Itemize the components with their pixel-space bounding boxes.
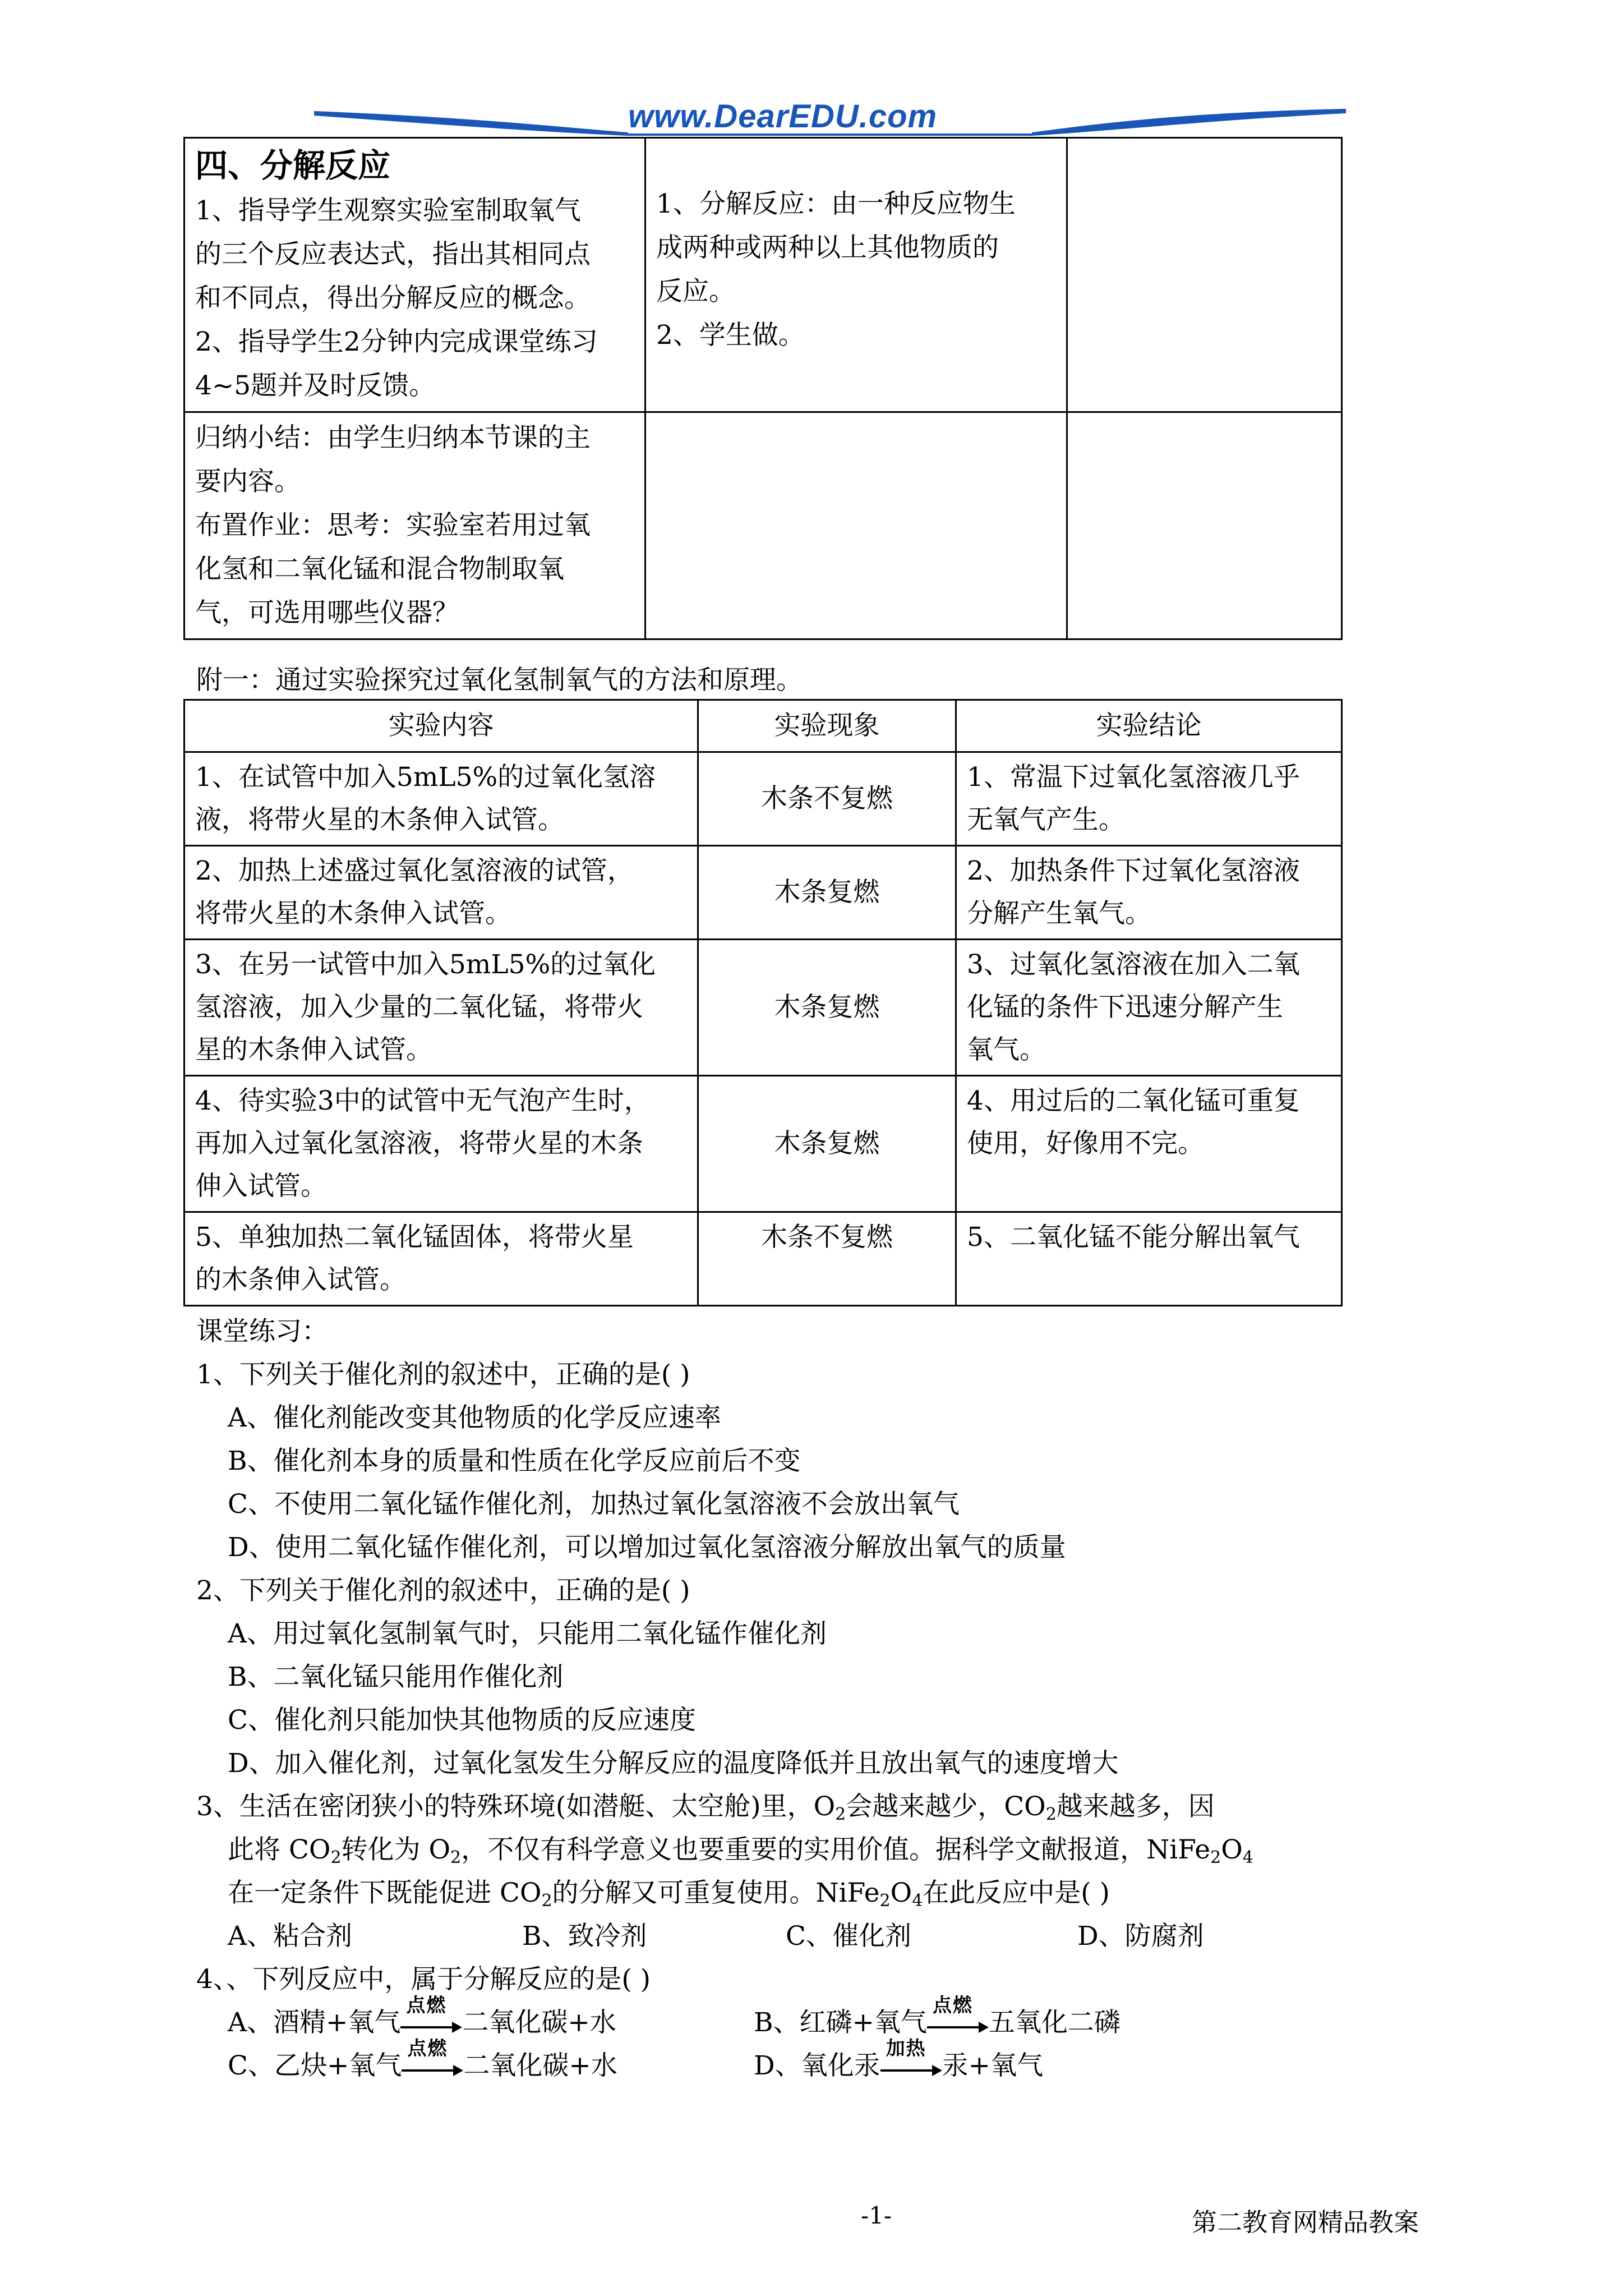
question-3-option-a: A、粘合剂 <box>228 1921 352 1952</box>
cell-line: 2、加热条件下过氧化氢溶液 <box>967 855 1300 886</box>
cell-line: 氧气。 <box>967 1034 1046 1065</box>
table-row <box>185 1212 1342 1306</box>
lesson-cell-teacher <box>185 138 645 412</box>
lesson-cell-notes <box>1067 138 1342 412</box>
cell-line: 2、学生做。 <box>656 320 805 351</box>
question-2-option-a: A、用过氧化氢制氧气时，只能用二氧化锰作催化剂 <box>228 1618 827 1649</box>
text-run: 此将 CO <box>228 1834 331 1865</box>
cell-line: 再加入过氧化氢溶液，将带火星的木条 <box>195 1128 643 1159</box>
reaction-arrow-icon <box>402 2037 463 2082</box>
subscript: 2 <box>879 1891 891 1911</box>
cell-line: 的木条伸入试管。 <box>195 1264 406 1295</box>
conclusion-cell <box>956 1076 1342 1212</box>
text-run: 在一定条件下既能促进 CO <box>228 1878 542 1908</box>
reactants: B、红磷+氧气 <box>754 2007 927 2038</box>
subscript: 4 <box>912 1891 923 1911</box>
question-3-option-d: D、防腐剂 <box>1077 1921 1204 1952</box>
cell-line: 将带火星的木条伸入试管。 <box>195 898 511 929</box>
cell-line: 氢溶液，加入少量的二氧化锰，将带火 <box>195 992 643 1023</box>
header-phenomenon: 实验现象 <box>698 700 956 752</box>
question-3-line-1 <box>196 1785 1374 1828</box>
table-row <box>185 752 1342 846</box>
phenomenon-cell: 木条复燃 <box>698 1076 956 1212</box>
cell-line: 分解产生氧气。 <box>967 898 1151 929</box>
footer-brand: 第二教育网精品教案 <box>1192 2207 1419 2237</box>
content-cell <box>185 1076 698 1212</box>
arrow-condition: 点燃 <box>406 1994 447 2017</box>
site-logo-text: www.DearEDU.com <box>628 98 938 135</box>
reactants: D、氧化汞 <box>754 2050 880 2081</box>
text-run: 3、生活在密闭狭小的特殊环境(如潜艇、太空舱)里，O <box>196 1791 836 1822</box>
header-conclusion: 实验结论 <box>956 700 1342 752</box>
text-run: 会越来越少，CO <box>846 1791 1046 1822</box>
question-3-option-b: B、致冷剂 <box>522 1921 647 1952</box>
cell-line: 1、在试管中加入5mL5%的过氧化氢溶 <box>195 762 656 793</box>
question-4-option-c <box>228 2037 754 2087</box>
text-run: 越来越多，因 <box>1056 1791 1215 1822</box>
question-4-option-b <box>754 1994 1121 2044</box>
question-1-option-d: D、使用二氧化锰作催化剂，可以增加过氧化氢溶液分解放出氧气的质量 <box>228 1532 1066 1563</box>
reaction-arrow-icon <box>400 1994 462 2039</box>
cell-line: 化锰的条件下迅速分解产生 <box>967 992 1283 1023</box>
question-2-option-c: C、催化剂只能加快其他物质的反应速度 <box>228 1705 696 1736</box>
question-3-option-c: C、催化剂 <box>786 1921 911 1952</box>
text-run: 的分解又可重复使用。NiFe <box>552 1878 880 1908</box>
subscript: 2 <box>330 1848 342 1867</box>
reaction-arrow-icon <box>880 2037 942 2082</box>
empty-cell <box>1067 412 1342 639</box>
subscript: 2 <box>835 1805 846 1824</box>
conclusion-cell <box>956 940 1342 1076</box>
arrow-condition: 点燃 <box>407 2037 448 2060</box>
cell-line: 气，可选用哪些仪器？ <box>195 597 459 628</box>
question-4-option-a <box>228 1994 754 2044</box>
table-row <box>185 940 1342 1076</box>
question-2-option-d: D、加入催化剂，过氧化氢发生分解反应的温度降低并且放出氧气的速度增大 <box>228 1748 1119 1779</box>
cell-line: 4、用过后的二氧化锰可重复 <box>967 1085 1300 1116</box>
text-run: O <box>890 1878 912 1908</box>
cell-line: 布置作业：思考：实验室若用过氧 <box>195 510 591 541</box>
table-row <box>185 412 1342 639</box>
empty-cell <box>645 412 1067 639</box>
question-1-option-a: A、催化剂能改变其他物质的化学反应速率 <box>228 1402 721 1433</box>
cell-line: 2、加热上述盛过氧化氢溶液的试管， <box>195 855 634 886</box>
page-number: -1- <box>861 2202 892 2229</box>
question-1-option-b: B、催化剂本身的质量和性质在化学反应前后不变 <box>228 1446 801 1476</box>
phenomenon-cell: 木条复燃 <box>698 846 956 940</box>
cell-line: 1、分解反应：由一种反应物生 <box>656 188 1016 219</box>
cell-line: 4~5题并及时反馈。 <box>195 370 436 401</box>
text-run: ，不仅有科学意义也要重要的实用价值。据科学文献报道，NiFe <box>461 1834 1211 1865</box>
cell-line: 星的木条伸入试管。 <box>195 1034 432 1065</box>
cell-line: 3、过氧化氢溶液在加入二氧 <box>967 949 1300 980</box>
conclusion-cell <box>956 752 1342 846</box>
table-row <box>185 846 1342 940</box>
subscript: 2 <box>1045 1805 1057 1824</box>
experiment-table <box>183 699 1343 1306</box>
question-3-options <box>196 1915 1374 1958</box>
question-4-options-cd <box>196 2037 1374 2087</box>
text-run: 转化为 O <box>341 1834 451 1865</box>
content-cell <box>185 752 698 846</box>
lesson-table <box>183 137 1343 640</box>
cell-line: 2、指导学生2分钟内完成课堂练习 <box>195 326 598 357</box>
table-header-row <box>185 700 1342 752</box>
question-2-option-b: B、二氧化锰只能用作催化剂 <box>228 1662 564 1692</box>
cell-line: 1、常温下过氧化氢溶液几乎 <box>967 762 1300 793</box>
content-cell <box>185 1212 698 1306</box>
cell-line: 使用，好像用不完。 <box>967 1128 1204 1159</box>
subscript: 4 <box>1242 1848 1253 1867</box>
cell-line: 4、待实验3中的试管中无气泡产生时， <box>195 1085 651 1116</box>
cell-line: 要内容。 <box>195 466 301 497</box>
reactants: A、酒精+氧气 <box>228 2007 401 2038</box>
table-row <box>185 1076 1342 1212</box>
lesson-cell-student <box>645 138 1067 412</box>
conclusion-cell <box>956 846 1342 940</box>
subscript: 2 <box>541 1891 552 1911</box>
table-row <box>185 138 1342 412</box>
subscript: 2 <box>1210 1848 1221 1867</box>
cell-line: 反应。 <box>656 276 735 307</box>
products: 二氧化碳+水 <box>463 2050 617 2081</box>
cell-line: 5、二氧化锰不能分解出氧气 <box>967 1222 1300 1253</box>
phenomenon-cell: 木条不复燃 <box>698 1212 956 1306</box>
cell-line: 3、在另一试管中加入5mL5%的过氧化 <box>195 949 656 980</box>
reaction-arrow-icon <box>927 1994 989 2039</box>
question-4-options-ab <box>196 1994 1374 2044</box>
cell-line: 的三个反应表达式，指出其相同点 <box>195 239 591 270</box>
question-1-stem: 1、下列关于催化剂的叙述中，正确的是( ) <box>196 1359 690 1390</box>
products: 二氧化碳+水 <box>462 2007 616 2038</box>
subscript: 2 <box>450 1848 462 1867</box>
cell-line: 化氢和二氧化锰和混合物制取氧 <box>195 554 564 585</box>
products: 五氧化二磷 <box>988 2007 1121 2038</box>
question-1-option-c: C、不使用二氧化锰作催化剂，加热过氧化氢溶液不会放出氧气 <box>228 1489 960 1520</box>
text-run: 在此反应中是( ) <box>923 1878 1110 1908</box>
appendix-title: 附一：通过实验探究过氧化氢制氧气的方法和原理。 <box>196 665 803 696</box>
cell-line: 无氧气产生。 <box>967 804 1125 835</box>
cell-line: 归纳小结：由学生归纳本节课的主 <box>195 422 591 453</box>
content-cell <box>185 940 698 1076</box>
question-4-stem: 4、、下列反应中，属于分解反应的是( ) <box>196 1964 651 1995</box>
reactants: C、乙炔+氧气 <box>228 2050 402 2081</box>
phenomenon-cell: 木条复燃 <box>698 940 956 1076</box>
text-run: O <box>1221 1834 1243 1865</box>
question-3-line-2 <box>196 1828 1374 1871</box>
summary-cell <box>185 412 645 639</box>
cell-line: 和不同点，得出分解反应的概念。 <box>195 283 591 314</box>
cell-line: 1、指导学生观察实验室制取氧气 <box>195 195 581 226</box>
phenomenon-cell: 木条不复燃 <box>698 752 956 846</box>
header-content: 实验内容 <box>185 700 698 752</box>
content-cell <box>185 846 698 940</box>
exercise-section <box>196 1310 1374 2087</box>
cell-line: 液，将带火星的木条伸入试管。 <box>195 804 564 835</box>
conclusion-cell <box>956 1212 1342 1306</box>
section-title: 四、分解反应 <box>195 146 391 185</box>
cell-line: 伸入试管。 <box>195 1171 327 1202</box>
exercise-title: 课堂练习： <box>196 1316 328 1347</box>
question-2-stem: 2、下列关于催化剂的叙述中，正确的是( ) <box>196 1575 690 1606</box>
arrow-condition: 点燃 <box>932 1994 973 2017</box>
cell-line: 5、单独加热二氧化锰固体，将带火星 <box>195 1222 634 1253</box>
question-3-line-3 <box>196 1871 1374 1915</box>
products: 汞+氧气 <box>942 2050 1044 2081</box>
question-4-option-d <box>754 2037 1044 2087</box>
cell-line: 成两种或两种以上其他物质的 <box>656 232 999 263</box>
arrow-condition: 加热 <box>886 2037 926 2060</box>
